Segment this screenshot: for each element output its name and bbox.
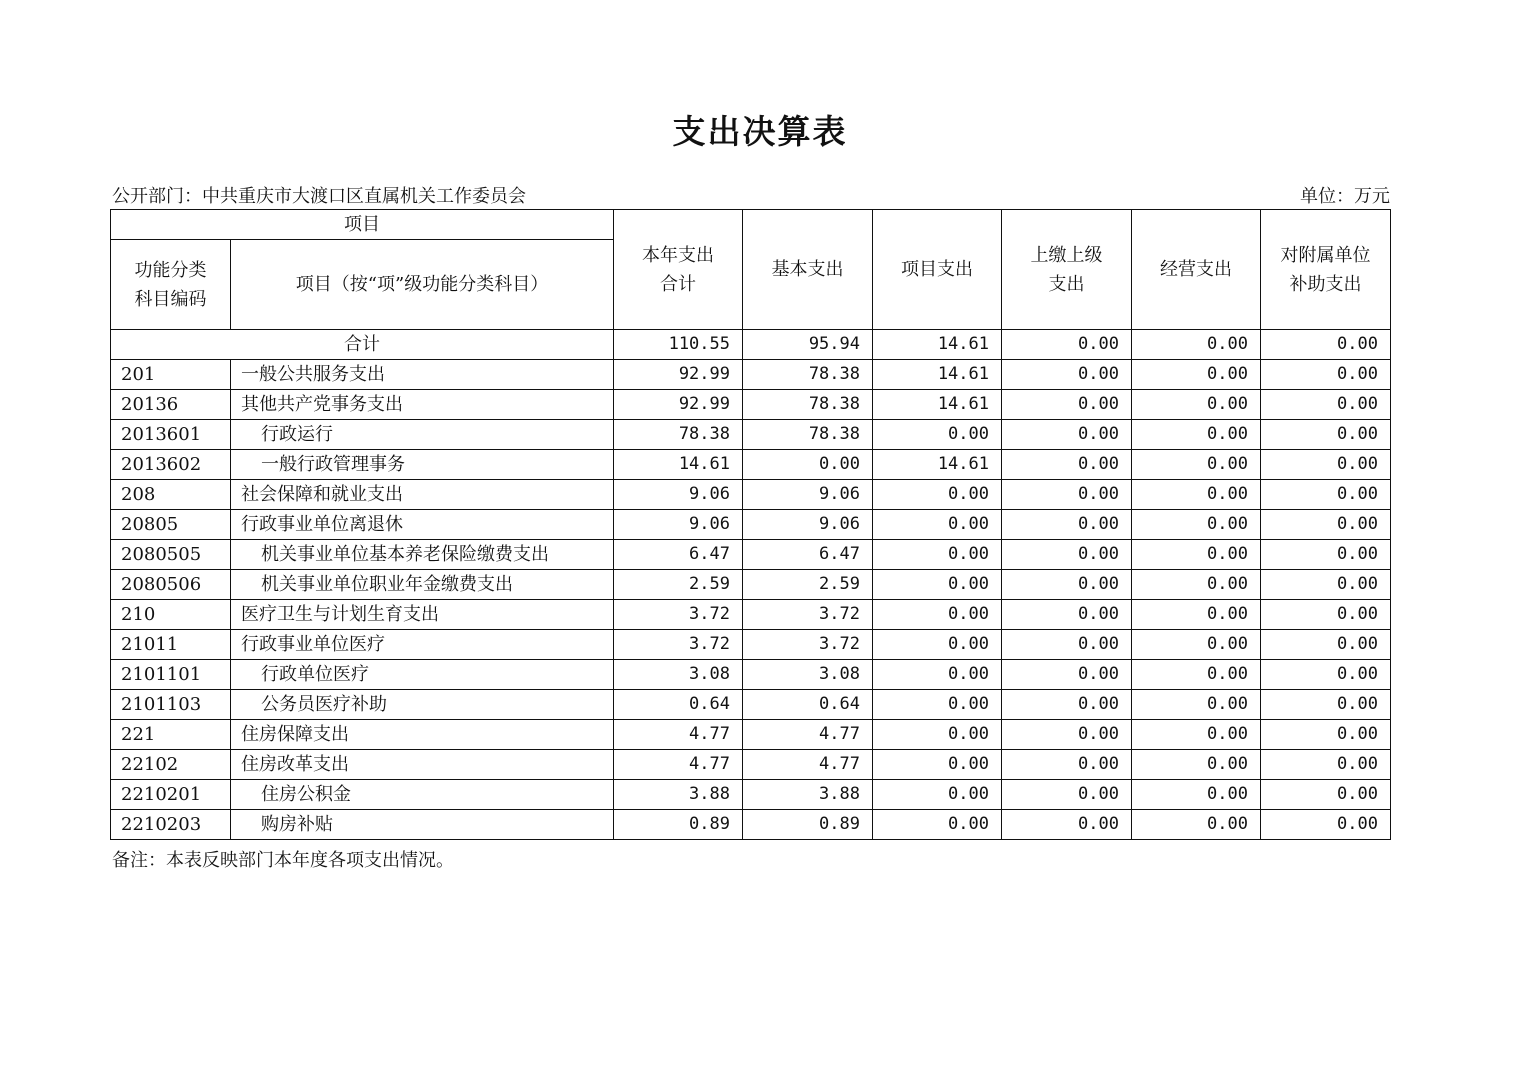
unit-label: 单位：万元 [1300, 186, 1390, 207]
table-row [111, 390, 1391, 420]
row-value: 0.00 [1002, 720, 1132, 750]
row-value: 0.00 [1261, 600, 1391, 630]
row-value: 0.00 [1132, 360, 1261, 390]
row-name: 行政事业单位医疗 [231, 630, 614, 660]
row-value: 4.77 [743, 750, 873, 780]
row-value: 92.99 [614, 360, 743, 390]
table-row [111, 720, 1391, 750]
row-value: 0.00 [1132, 480, 1261, 510]
header-upper [1002, 210, 1132, 330]
row-value: 0.00 [873, 480, 1002, 510]
page-title: 支出决算表 [672, 112, 848, 151]
row-value: 92.99 [614, 390, 743, 420]
header-upper-line1: 上缴上级 [1030, 244, 1103, 266]
table-row [111, 540, 1391, 570]
row-name: 机关事业单位职业年金缴费支出 [231, 570, 614, 600]
row-value: 0.00 [873, 810, 1002, 840]
row-name: 一般公共服务支出 [231, 360, 614, 390]
table-row [111, 600, 1391, 630]
row-code: 2210201 [111, 780, 231, 810]
row-value: 2.59 [614, 570, 743, 600]
row-code: 2101103 [111, 690, 231, 720]
row-value: 0.00 [873, 570, 1002, 600]
row-value: 14.61 [873, 360, 1002, 390]
row-value: 0.00 [873, 690, 1002, 720]
row-value: 0.89 [743, 810, 873, 840]
table-row [111, 780, 1391, 810]
header-basic: 基本支出 [743, 210, 873, 330]
header-subsidy-line2: 补助支出 [1289, 273, 1362, 295]
row-value: 6.47 [743, 540, 873, 570]
row-value: 0.00 [1002, 810, 1132, 840]
row-value: 0.00 [1261, 660, 1391, 690]
header-code [111, 240, 231, 330]
row-name: 住房保障支出 [231, 720, 614, 750]
row-value: 0.00 [1132, 750, 1261, 780]
row-name: 机关事业单位基本养老保险缴费支出 [231, 540, 614, 570]
row-code: 21011 [111, 630, 231, 660]
header-subsidy [1261, 210, 1391, 330]
row-value: 0.00 [1261, 390, 1391, 420]
row-value: 0.00 [1002, 630, 1132, 660]
row-code: 2210203 [111, 810, 231, 840]
row-value: 0.00 [1132, 390, 1261, 420]
row-value: 0.00 [873, 630, 1002, 660]
row-value: 0.00 [1002, 570, 1132, 600]
table-row [111, 420, 1391, 450]
row-value: 3.72 [614, 630, 743, 660]
row-code: 2080506 [111, 570, 231, 600]
row-value: 0.00 [1132, 450, 1261, 480]
row-value: 0.00 [1261, 420, 1391, 450]
header-subsidy-line1: 对附属单位 [1280, 244, 1371, 266]
row-value: 14.61 [873, 390, 1002, 420]
row-value: 0.00 [1132, 630, 1261, 660]
row-value: 0.00 [1002, 750, 1132, 780]
row-value: 78.38 [743, 390, 873, 420]
total-value: 0.00 [1261, 330, 1391, 360]
row-value: 0.00 [1132, 720, 1261, 750]
total-value: 95.94 [743, 330, 873, 360]
row-value: 0.00 [1261, 360, 1391, 390]
table-row [111, 690, 1391, 720]
row-code: 210 [111, 600, 231, 630]
table-row [111, 360, 1391, 390]
row-value: 4.77 [614, 720, 743, 750]
row-value: 0.00 [1002, 450, 1132, 480]
header-project-group: 项目 [111, 210, 614, 240]
table-row [111, 480, 1391, 510]
row-value: 0.00 [1132, 510, 1261, 540]
row-value: 0.00 [1261, 540, 1391, 570]
table-row [111, 750, 1391, 780]
row-value: 3.72 [743, 630, 873, 660]
header-total-line2: 合计 [660, 273, 696, 295]
row-name: 行政单位医疗 [231, 660, 614, 690]
footnote: 备注：本表反映部门本年度各项支出情况。 [112, 850, 454, 871]
row-value: 0.00 [1132, 600, 1261, 630]
row-value: 0.00 [1002, 540, 1132, 570]
row-value: 9.06 [743, 480, 873, 510]
row-code: 201 [111, 360, 231, 390]
table-row [111, 510, 1391, 540]
row-value: 0.00 [1261, 570, 1391, 600]
row-value: 0.00 [873, 600, 1002, 630]
row-value: 0.00 [1261, 780, 1391, 810]
row-value: 0.00 [743, 450, 873, 480]
row-value: 78.38 [743, 420, 873, 450]
row-name: 购房补贴 [231, 810, 614, 840]
department-label: 公开部门：中共重庆市大渡口区直属机关工作委员会 [112, 186, 526, 207]
row-value: 0.00 [1002, 510, 1132, 540]
row-name: 公务员医疗补助 [231, 690, 614, 720]
row-value: 0.00 [1002, 690, 1132, 720]
row-value: 0.00 [1261, 810, 1391, 840]
table-row [111, 660, 1391, 690]
header-total [614, 210, 743, 330]
row-value: 14.61 [614, 450, 743, 480]
total-value: 0.00 [1002, 330, 1132, 360]
row-name: 社会保障和就业支出 [231, 480, 614, 510]
row-value: 9.06 [614, 510, 743, 540]
row-value: 0.00 [1002, 420, 1132, 450]
row-name: 其他共产党事务支出 [231, 390, 614, 420]
total-label: 合计 [111, 330, 614, 360]
row-value: 0.00 [1132, 540, 1261, 570]
row-value: 0.00 [1002, 780, 1132, 810]
row-value: 0.00 [1261, 690, 1391, 720]
row-code: 20805 [111, 510, 231, 540]
header-total-line1: 本年支出 [642, 244, 714, 266]
row-value: 9.06 [743, 510, 873, 540]
row-value: 0.00 [873, 750, 1002, 780]
row-name: 行政运行 [231, 420, 614, 450]
row-value: 2.59 [743, 570, 873, 600]
row-value: 0.00 [1261, 750, 1391, 780]
row-value: 0.00 [1002, 600, 1132, 630]
row-value: 0.89 [614, 810, 743, 840]
row-code: 22102 [111, 750, 231, 780]
row-name: 住房改革支出 [231, 750, 614, 780]
row-value: 3.08 [743, 660, 873, 690]
row-value: 9.06 [614, 480, 743, 510]
row-value: 0.00 [873, 660, 1002, 690]
row-value: 3.88 [614, 780, 743, 810]
row-value: 0.00 [873, 720, 1002, 750]
row-value: 0.00 [1132, 810, 1261, 840]
row-name: 一般行政管理事务 [231, 450, 614, 480]
total-value: 0.00 [1132, 330, 1261, 360]
table-row [111, 570, 1391, 600]
header-project: 项目支出 [873, 210, 1002, 330]
row-code: 2080505 [111, 540, 231, 570]
row-value: 0.00 [1132, 660, 1261, 690]
row-value: 14.61 [873, 450, 1002, 480]
row-value: 0.00 [873, 510, 1002, 540]
total-value: 110.55 [614, 330, 743, 360]
table-row [111, 810, 1391, 840]
header-upper-line2: 支出 [1048, 273, 1085, 295]
row-value: 0.00 [873, 540, 1002, 570]
row-name: 住房公积金 [231, 780, 614, 810]
row-value: 0.00 [1132, 420, 1261, 450]
row-code: 221 [111, 720, 231, 750]
row-value: 3.72 [743, 600, 873, 630]
row-value: 0.00 [1132, 570, 1261, 600]
row-value: 0.00 [1261, 630, 1391, 660]
expenditure-table [110, 209, 1391, 840]
row-code: 20136 [111, 390, 231, 420]
row-value: 4.77 [614, 750, 743, 780]
row-value: 0.00 [1002, 660, 1132, 690]
row-value: 0.00 [1132, 690, 1261, 720]
total-value: 14.61 [873, 330, 1002, 360]
row-value: 0.00 [1261, 720, 1391, 750]
row-code: 2013601 [111, 420, 231, 450]
header-business: 经营支出 [1132, 210, 1261, 330]
row-value: 4.77 [743, 720, 873, 750]
row-code: 2101101 [111, 660, 231, 690]
row-name: 医疗卫生与计划生育支出 [231, 600, 614, 630]
row-value: 0.00 [873, 780, 1002, 810]
row-value: 0.64 [743, 690, 873, 720]
row-value: 78.38 [614, 420, 743, 450]
row-value: 3.88 [743, 780, 873, 810]
row-value: 78.38 [743, 360, 873, 390]
row-value: 0.00 [1261, 480, 1391, 510]
row-value: 0.00 [1002, 390, 1132, 420]
row-code: 208 [111, 480, 231, 510]
header-code-line2: 科目编码 [134, 288, 207, 310]
header-code-line1: 功能分类 [134, 259, 207, 281]
row-value: 3.08 [614, 660, 743, 690]
row-value: 0.00 [873, 420, 1002, 450]
row-value: 3.72 [614, 600, 743, 630]
row-name: 行政事业单位离退休 [231, 510, 614, 540]
row-code: 2013602 [111, 450, 231, 480]
row-value: 6.47 [614, 540, 743, 570]
row-value: 0.00 [1002, 480, 1132, 510]
table-row [111, 630, 1391, 660]
row-value: 0.64 [614, 690, 743, 720]
total-row [111, 330, 1391, 360]
row-value: 0.00 [1132, 780, 1261, 810]
table-row [111, 450, 1391, 480]
row-value: 0.00 [1261, 450, 1391, 480]
row-value: 0.00 [1002, 360, 1132, 390]
row-value: 0.00 [1261, 510, 1391, 540]
header-name: 项目（按“项”级功能分类科目） [231, 240, 614, 330]
